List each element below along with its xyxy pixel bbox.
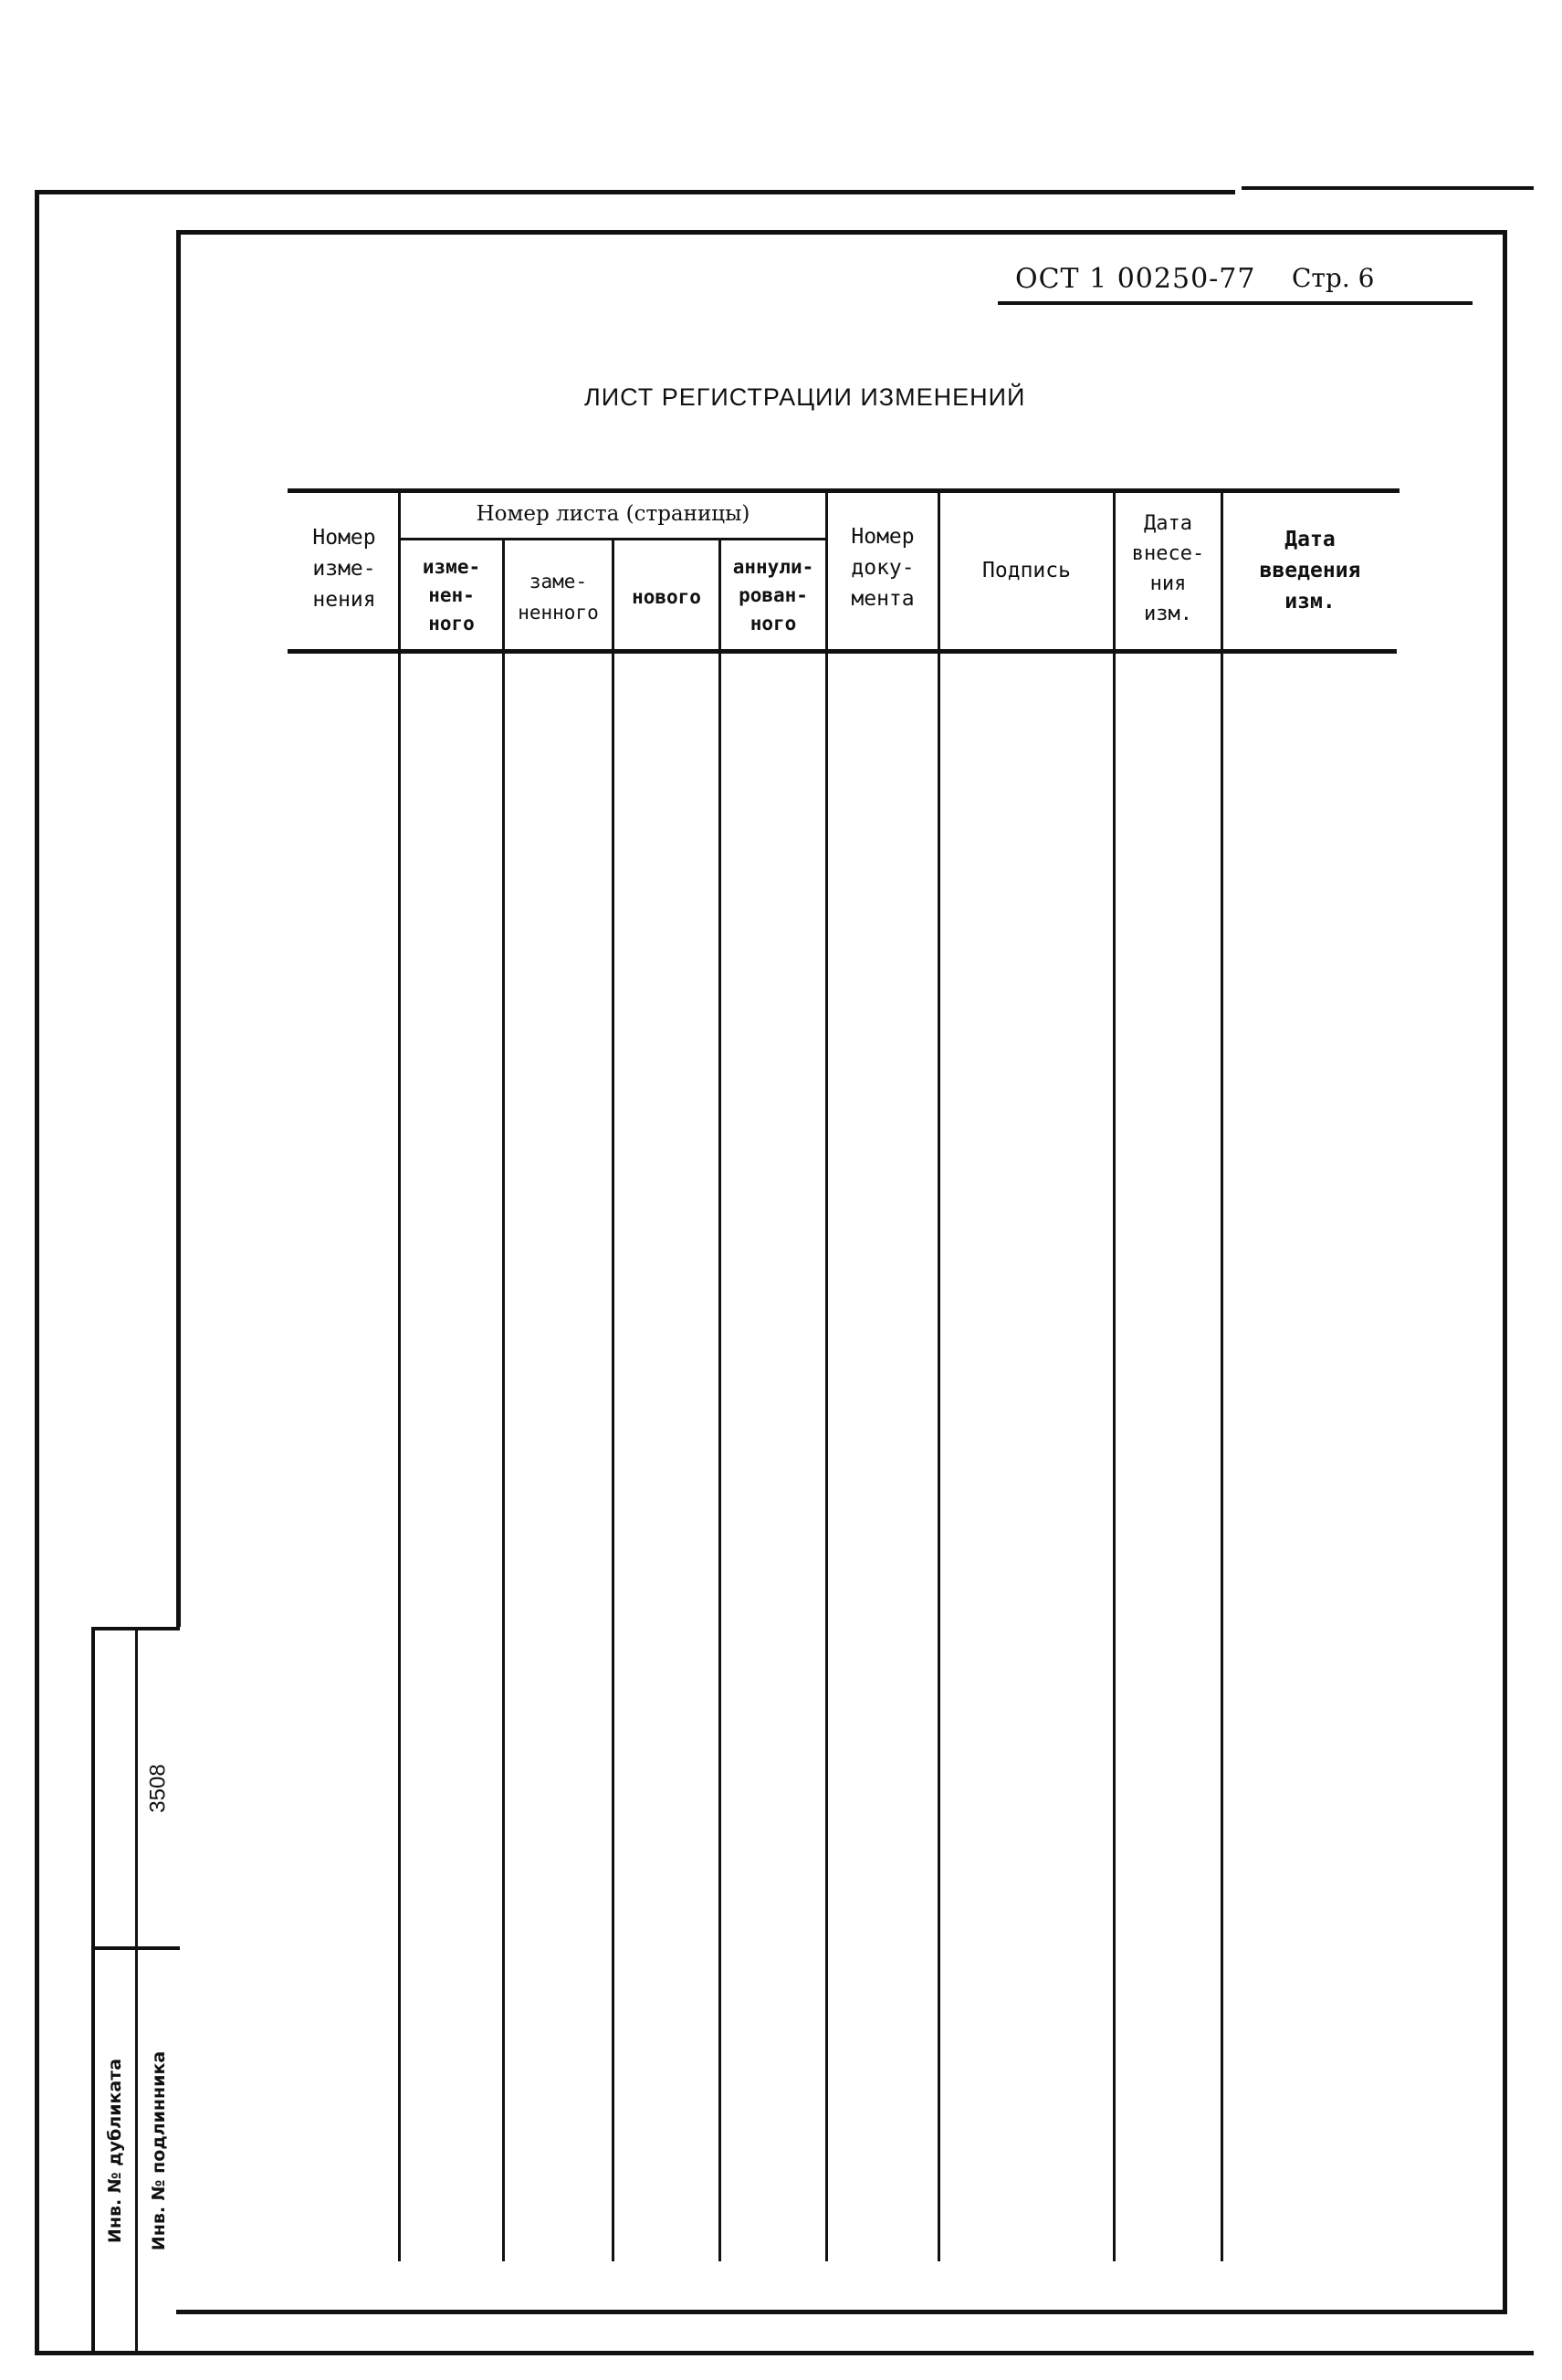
column-divider	[502, 538, 505, 2261]
outer-frame-bottom	[35, 2351, 1534, 2355]
stamp-orig-label-cell	[138, 1950, 180, 2351]
header-entry-date: Дата внесе- ния изм.	[1131, 512, 1205, 625]
inner-frame-top	[176, 230, 1506, 235]
inner-frame-bottom	[176, 2310, 1507, 2314]
doc-code-underline	[998, 301, 1473, 305]
column-divider	[825, 490, 828, 2261]
document-code: ОСТ 1 00250-77	[1015, 263, 1256, 295]
table-header-bottom-rule	[288, 649, 1397, 654]
column-divider	[1113, 490, 1116, 2261]
original-inventory-label: Инв. № подлинника	[149, 2050, 169, 2250]
header-change-number: Номер изме- нения	[312, 526, 376, 612]
column-divider	[938, 490, 940, 2261]
stamp-orig-number-cell	[138, 1630, 180, 1946]
column-divider	[612, 538, 614, 2261]
column-divider	[398, 490, 401, 2261]
column-divider	[1221, 490, 1223, 2261]
header-replaced: заме- ненного	[518, 571, 599, 624]
header-intro-date: Дата введения изм.	[1259, 528, 1361, 613]
inner-frame-left	[176, 230, 181, 1627]
header-doc-number: Номер доку- мента	[851, 525, 915, 611]
header-new: нового	[632, 586, 701, 608]
header-annulled: аннули- рован- ного	[732, 555, 814, 634]
header-sheet-group: Номер листа (страницы)	[476, 502, 750, 526]
page-number: Стр. 6	[1292, 263, 1375, 293]
column-divider	[718, 538, 721, 2261]
duplicate-inventory-label: Инв. № дубликата	[105, 2058, 126, 2243]
page-title: ЛИСТ РЕГИСТРАЦИИ ИЗМЕНЕНИЙ	[584, 383, 1026, 411]
original-inventory-number: 3508	[146, 1764, 172, 1813]
outer-frame-left	[35, 190, 39, 2355]
outer-frame-top	[35, 190, 1235, 194]
inner-frame-right	[1503, 230, 1507, 2313]
stamp-dup-label-cell	[95, 1950, 135, 2351]
header-changed: изме- нен- ного	[422, 555, 481, 634]
outer-frame-top-right	[1242, 186, 1534, 190]
header-signature: Подпись	[982, 559, 1071, 582]
